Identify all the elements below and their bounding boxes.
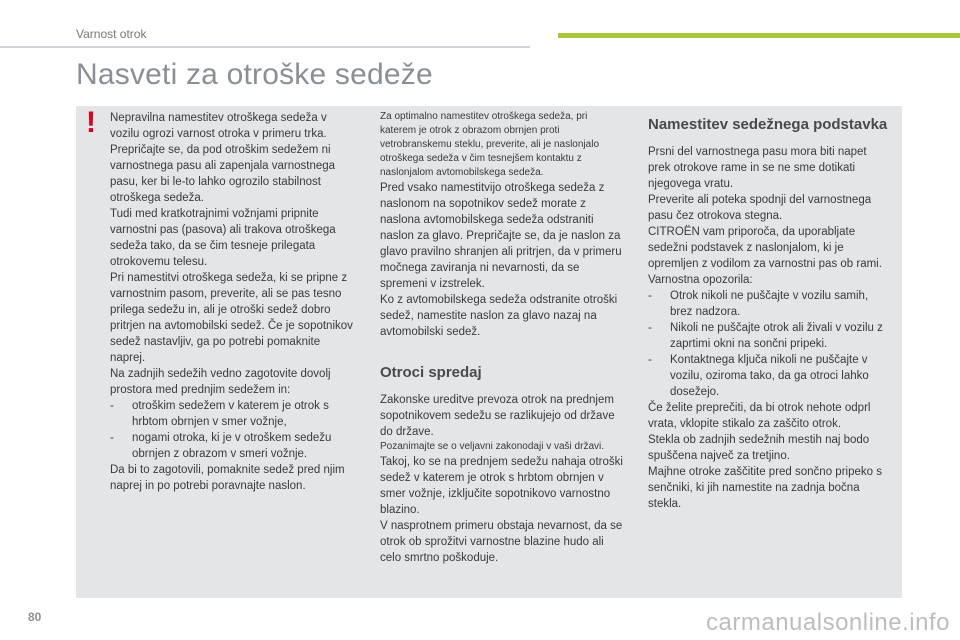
section-heading-otroci-spredaj: Otroci spredaj: [380, 364, 482, 381]
watermark: carmanualsonline.info: [706, 609, 950, 636]
paragraph: Da bi to zagotovili, pomaknite sedež pred njim naprej in po potrebi poravnajte naslon.: [110, 464, 345, 492]
paragraph: Prsni del varnostnega pasu mora biti napet prek otrokove rame in se ne sme dotikati njegovega vratu.: [648, 146, 867, 190]
paragraph: CITROËN vam priporoča, da uporabljate sedežni podstavek z naslonjalom, ki je opremljen z vodilom za varnostni pas ob rami.: [648, 226, 882, 270]
list-item: - nogami otroka, ki je v otroškem sedežu obrnjen z obrazom v smeri vožnje.: [110, 430, 354, 462]
paragraph: Takoj, ko se na prednjem sedežu nahaja otroški sedež v katerem je otrok s hrbtom obrnjen v smer vožnje, izključite sopotnikovo varnostno blazino.: [380, 456, 623, 516]
list-item: - Kontaktnega ključa nikoli ne puščajte v vozilu, oziroma tako, da ga otroci lahko dosežejo.: [648, 352, 892, 400]
column-right: [648, 110, 892, 512]
paragraph: Zakonske ureditve prevoza otrok na prednjem sopotnikovem sedežu se razlikujejo od države do države.: [380, 394, 615, 438]
column-left: [110, 110, 354, 494]
header-accent-bar: [558, 33, 960, 38]
paragraph: Tudi med kratkotrajnimi vožnjami pripnite varnostni pas (pasova) ali trakova otroškega sedeža tako, da se čim tesneje prilegata otrokovemu telesu.: [110, 208, 336, 268]
paragraph: Prepričajte se, da pod otroškim sedežem ni varnostnega pasu ali zapenjala varnostnega pasu, ker bi le-to lahko ogrozilo stabilnost otroškega sedeža.: [110, 144, 336, 204]
warning-icon: !: [86, 106, 96, 139]
paragraph: Če želite preprečiti, da bi otrok nehote odprl vrata, vklopite stikalo za zaščito otrok.: [648, 402, 871, 430]
note-text: Za optimalno namestitev otroškega sedeža, pri katerem je otrok z obrazom obrnjen proti vetrobranskemu steklu, preverite, ali je naslonjalo otroškega sedeža v čim tesnejšem kontaktu z naslonjalom avtomobilskega sedeža.: [380, 111, 599, 178]
paragraph: Nepravilna namestitev otroškega sedeža v vozilu ogrozi varnost otroka v primeru trka.: [110, 112, 327, 140]
list-item: - Otrok nikoli ne puščajte v vozilu samih, brez nadzora.: [648, 288, 892, 320]
list-item: - Nikoli ne puščajte otrok ali živali v vozilu z zaprtimi okni na sončni pripeki.: [648, 320, 892, 352]
paragraph: V nasprotnem primeru obstaja nevarnost, da se otrok ob sprožitvi varnostne blazine hudo ali celo smrtno poškoduje.: [380, 520, 623, 564]
paragraph: Preverite ali poteka spodnji del varnostnega pasu čez otrokova stegna.: [648, 194, 872, 222]
list-item: - otroškim sedežem v katerem je otrok s hrbtom obrnjen v smer vožnje,: [110, 398, 354, 430]
note-text: Pozanimajte se o veljavni zakonodaji v vaši državi.: [380, 441, 604, 452]
page-number: 80: [28, 610, 42, 624]
paragraph: Ko z avtomobilskega sedeža odstranite otroški sedež, namestite naslon za glavo nazaj na avtomobilski sedež.: [380, 294, 618, 338]
page-title: Nasveti za otroške sedeže: [76, 58, 433, 91]
paragraph: Pri namestitvi otroškega sedeža, ki se pripne z varnostnim pasom, preverite, ali se pas tesno prilega sedežu in, ali je otroški sedež dobro pritrjen na avtomobilski sedež. Če je sopotnikov sedež nastavljiv, ga po potrebi pomaknite naprej.: [110, 272, 353, 364]
section-heading-namestitev: Namestitev sedežnega podstavka: [648, 116, 888, 133]
paragraph: Stekla ob zadnjih sedežnih mestih naj bodo spuščena največ za tretjino.: [648, 434, 870, 462]
paragraph: Pred vsako namestitvijo otroškega sedeža z naslonom na sopotnikov sedež morate z naslona avtomobilskega sedeža odstraniti naslon za glavo. Prepričajte se, da je naslon za glavo pravilno shranjen ali pritrjen, da v primeru močnega zaviranja ni nevarnosti, da se spremeni v izstrelek.: [380, 182, 622, 290]
paragraph: Na zadnjih sedežih vedno zagotovite dovolj prostora med prednjim sedežem in:: [110, 368, 331, 396]
header-divider: [0, 46, 530, 48]
paragraph: Varnostna opozorila:: [648, 274, 753, 286]
section-label: Varnost otrok: [76, 27, 147, 41]
paragraph: Majhne otroke zaščitite pred sončno pripeko s senčniki, ki jih namestite na zadnja bočna stekla.: [648, 466, 882, 510]
column-middle: [380, 110, 626, 566]
